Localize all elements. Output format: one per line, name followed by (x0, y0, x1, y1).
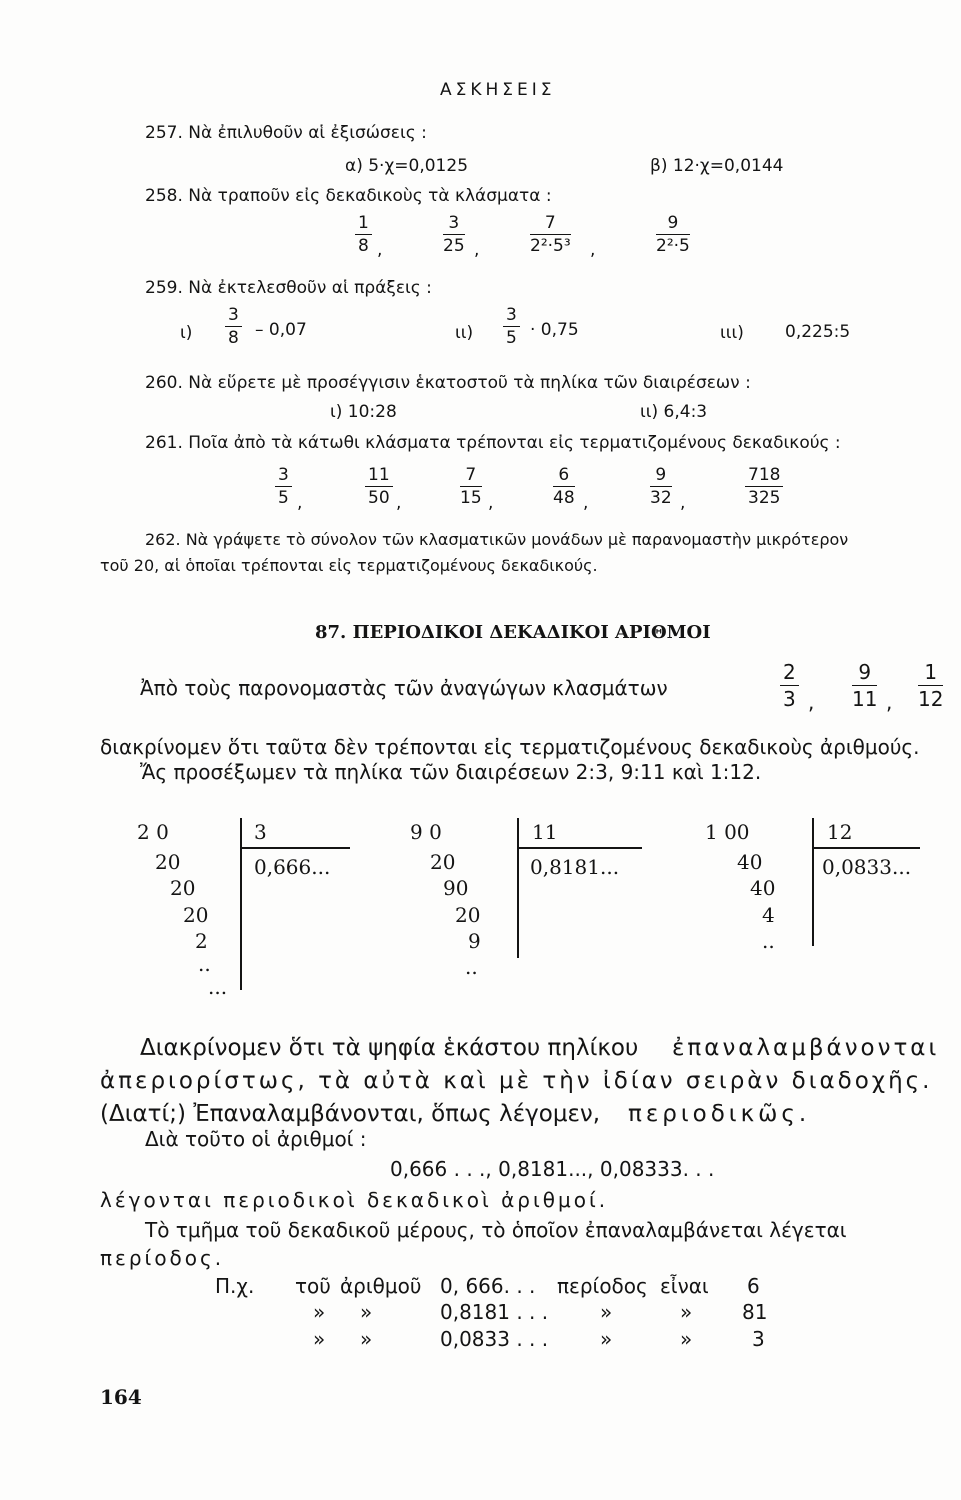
fraction (225, 305, 242, 348)
fraction (650, 465, 672, 508)
fraction (503, 305, 520, 348)
remainder: .. (762, 929, 775, 953)
exercise-259-ii-rest: · 0,75 (530, 320, 579, 340)
paragraph-4-a: Τὸ τμῆμα τοῦ δεκαδικοῦ μέρους, τὸ ὁποῖον ἐπαναλαμβάνεται λέγεται (145, 1218, 847, 1242)
denominator: 8 (228, 328, 239, 348)
division-1-dividend: 2 0 (137, 820, 169, 844)
exercise-262-line2: τοῦ 20, αἱ ὁποῖαι τρέπονται εἰς τερματιζομένους δεκαδικούς. (100, 556, 598, 575)
example-number: 0,8181 . . . (440, 1300, 549, 1324)
section-title: 87. ΠΕΡΙΟΔΙΚΟΙ ΔΕΚΑΔΙΚΟΙ ΑΡΙΘΜΟΙ (315, 622, 711, 643)
denominator: 48 (553, 488, 575, 508)
example-col-a: τοῦ (295, 1274, 331, 1298)
division-1-divisor: 3 (254, 820, 267, 844)
numerator: 7 (530, 213, 571, 235)
division-3-divisor: 12 (827, 820, 853, 844)
numerator: 718 (745, 465, 783, 487)
example-number: 0, 666. . . (440, 1274, 536, 1298)
denominator: 5 (506, 328, 517, 348)
exercise-259-ii-label: ιι) (455, 323, 474, 343)
example-col-a: » (313, 1327, 326, 1351)
fraction (443, 213, 465, 256)
separator: , (396, 493, 402, 513)
denominator: 5 (278, 488, 289, 508)
separator: , (590, 240, 596, 260)
remainder: 20 (155, 850, 181, 874)
example-col-b: » (360, 1327, 373, 1351)
exercise-257-label: 257. Νὰ ἐπιλυθοῦν αἱ ἐξισώσεις : (145, 123, 427, 143)
separator: , (488, 493, 494, 513)
section-line2: διακρίνομεν ὅτι ταῦτα δὲν τρέπονται εἰς τερματιζομένους δεκαδικοὺς ἀριθμούς. (100, 735, 920, 759)
numerator: 1 (918, 660, 943, 686)
denominator: 8 (358, 236, 369, 256)
fraction (365, 465, 393, 508)
division-3-dividend: 1 00 (705, 820, 750, 844)
example-col-c: » (600, 1300, 613, 1324)
paragraph-2: Διὰ τοῦτο οἱ ἀριθμοί : (145, 1127, 367, 1151)
separator: , (297, 493, 303, 513)
section-heading: ΑΣΚΗΣΕΙΣ (440, 80, 556, 100)
example-col-b: » (360, 1300, 373, 1324)
exercise-259-i-rest: – 0,07 (255, 320, 307, 340)
example-number: 0,0833 . . . (440, 1327, 549, 1351)
remainder: ... (208, 975, 228, 999)
paragraph-1-c: ἀπεριορίστως, τὰ αὐτὰ καὶ μὲ τὴν ἰδίαν σειρὰν διαδοχῆς. (100, 1068, 933, 1094)
exercise-259-i-label: ι) (180, 323, 193, 343)
division-3-quotient: 0,0833... (822, 855, 912, 879)
numerator: 11 (365, 465, 393, 487)
numerator: 9 (650, 465, 672, 487)
division-2-underline (517, 847, 642, 849)
example-col-c: » (600, 1327, 613, 1351)
section-line3: Ἄς προσέξωμεν τὰ πηλίκα τῶν διαιρέσεων 2:3, 9:11 καὶ 1:12. (140, 760, 762, 784)
separator: , (583, 493, 589, 513)
example-period: 81 (742, 1300, 768, 1324)
remainder: 20 (430, 850, 456, 874)
numerator: 6 (553, 465, 575, 487)
separator: , (474, 240, 480, 260)
example-col-d: » (680, 1327, 693, 1351)
numerator: 3 (443, 213, 465, 235)
denominator: 2²·5 (656, 236, 690, 256)
fraction (852, 660, 877, 711)
numerator: 3 (503, 305, 520, 327)
fraction (275, 465, 292, 508)
division-2-quotient: 0,8181... (530, 855, 620, 879)
example-period: 6 (747, 1274, 760, 1298)
remainder: 9 (468, 929, 481, 953)
remainder: 40 (750, 876, 776, 900)
example-period: 3 (752, 1327, 765, 1351)
remainder: 40 (737, 850, 763, 874)
remainder: 90 (443, 876, 469, 900)
fraction (460, 465, 482, 508)
fraction (553, 465, 575, 508)
paragraph-1-e: περιοδικῶς. (628, 1101, 811, 1127)
paragraph-1-b: ἐπαναλαμβάνονται (672, 1035, 940, 1061)
numerator: 9 (656, 213, 690, 235)
exercise-260-i: ι) 10:28 (330, 402, 397, 422)
numerator: 7 (460, 465, 482, 487)
paragraph-4-b: περίοδος. (100, 1246, 225, 1270)
examples-label: Π.χ. (215, 1274, 255, 1298)
division-2-divisor: 11 (532, 820, 558, 844)
remainder: .. (198, 952, 211, 976)
paragraph-3: λέγονται περιοδικοὶ δεκαδικοὶ ἀριθμοί. (100, 1188, 609, 1212)
fraction (530, 213, 571, 256)
denominator: 12 (918, 687, 944, 711)
division-1-quotient: 0,666... (254, 855, 331, 879)
numerator: 3 (275, 465, 292, 487)
periodic-numbers-line: 0,666 . . ., 0,8181..., 0,08333. . . (390, 1157, 715, 1181)
division-1-underline (240, 847, 350, 849)
separator: , (680, 493, 686, 513)
section-intro: Ἀπὸ τοὺς παρονομαστὰς τῶν ἀναγώγων κλασμάτων (140, 676, 668, 700)
separator: , (886, 690, 893, 714)
division-2-bar (517, 818, 519, 958)
denominator: 32 (650, 488, 672, 508)
denominator: 15 (460, 488, 482, 508)
exercise-257-beta: β) 12·χ=0,0144 (650, 156, 784, 176)
remainder: 4 (762, 903, 775, 927)
division-2-dividend: 9 0 (410, 820, 442, 844)
page-number: 164 (100, 1385, 142, 1409)
exercise-259-iii-label: ιιι) (720, 323, 744, 343)
numerator: 9 (852, 660, 877, 686)
denominator: 50 (368, 488, 390, 508)
exercise-258-label: 258. Νὰ τραποῦν εἰς δεκαδικοὺς τὰ κλάσματα : (145, 186, 552, 206)
exercise-259-label: 259. Νὰ ἐκτελεσθοῦν αἱ πράξεις : (145, 278, 432, 298)
example-col-d: » (680, 1300, 693, 1324)
remainder: 20 (183, 903, 209, 927)
denominator: 25 (443, 236, 465, 256)
example-col-a: » (313, 1300, 326, 1324)
remainder: .. (465, 955, 478, 979)
paragraph-1-d: (Διατί;) Ἐπαναλαμβάνονται, ὅπως λέγομεν, (100, 1101, 601, 1127)
denominator: 2²·5³ (530, 236, 571, 256)
exercise-257-alpha: α) 5·χ=0,0125 (345, 156, 469, 176)
fraction (918, 660, 943, 711)
denominator: 325 (748, 488, 781, 508)
denominator: 3 (783, 687, 796, 711)
example-col-d: εἶναι (660, 1274, 709, 1298)
numerator: 1 (355, 213, 372, 235)
example-col-b: ἀριθμοῦ (340, 1274, 422, 1298)
fraction (656, 213, 690, 256)
exercise-259-iii-expr: 0,225:5 (785, 322, 851, 342)
numerator: 3 (225, 305, 242, 327)
paragraph-1-a: Διακρίνομεν ὅτι τὰ ψηφία ἑκάστου πηλίκου (140, 1035, 639, 1061)
exercise-261-label: 261. Ποῖα ἀπὸ τὰ κάτωθι κλάσματα τρέπονται εἰς τερματιζομένους δεκαδικούς : (145, 433, 841, 453)
division-3-bar (812, 818, 814, 946)
exercise-262-line1: 262. Νὰ γράψετε τὸ σύνολον τῶν κλασματικῶν μονάδων μὲ παρανομαστὴν μικρότερον (145, 530, 849, 549)
fraction (355, 213, 372, 256)
denominator: 11 (852, 687, 878, 711)
division-1-bar (240, 818, 242, 990)
separator: , (808, 690, 815, 714)
division-3-underline (812, 847, 920, 849)
remainder: 2 (195, 929, 208, 953)
remainder: 20 (455, 903, 481, 927)
exercise-260-label: 260. Νὰ εὕρετε μὲ προσέγγισιν ἑκατοστοῦ τὰ πηλίκα τῶν διαιρέσεων : (145, 373, 751, 393)
example-col-c: περίοδος (557, 1274, 648, 1298)
numerator: 2 (780, 660, 799, 686)
remainder: 20 (170, 876, 196, 900)
fraction (745, 465, 783, 508)
fraction (780, 660, 799, 711)
separator: , (377, 240, 383, 260)
exercise-260-ii: ιι) 6,4:3 (640, 402, 708, 422)
